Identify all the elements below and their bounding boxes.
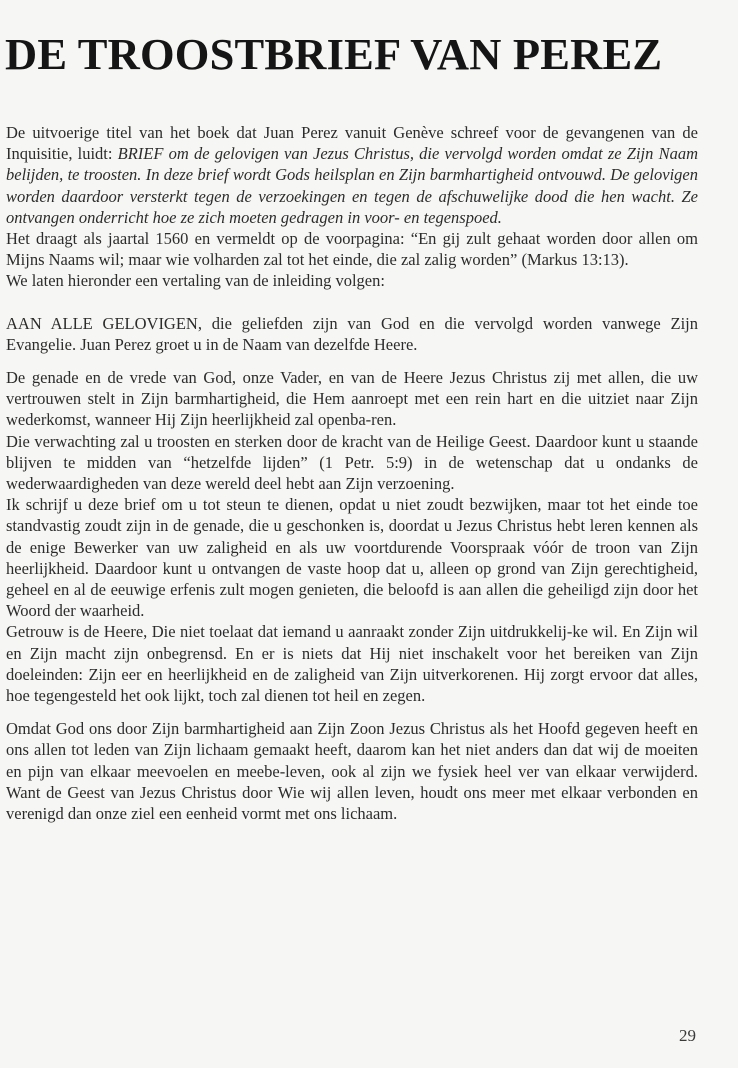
intro-text: De uitvoerige titel van het boek dat Juan Perez vanuit Genève schreef voor de gevangenen van de Inquisitie, luidt: bbox=[6, 123, 698, 164]
spacer bbox=[6, 292, 698, 313]
letter-paragraph-2: Die verwachting zal u troosten en sterken door de kracht van de Heilige Geest. Daardoor kunt u staande blijven te midden van “hetzelfde lijden” (1 Petr. 5:9) in de wetenschap dat u ondanks de wederwaardigheden van deze wereld deel hebt aan Zijn verzoening. bbox=[6, 431, 698, 494]
intro-paragraph-1 bbox=[6, 122, 698, 228]
intro-paragraph-3: We laten hieronder een vertaling van de inleiding volgen: bbox=[6, 271, 385, 291]
intro-paragraph-2: Het draagt als jaartal 1560 en vermeldt op de voorpagina: “En gij zult gehaat worden door allen om Mijns Naams wil; maar wie volharden zal tot het einde, die zal zalig worden” (Markus 13:13). bbox=[6, 229, 698, 270]
spacer bbox=[6, 355, 698, 367]
letter-salutation: AAN ALLE GELOVIGEN, die geliefden zijn van God en die vervolgd worden vanwege Zijn Evangelie. Juan Perez groet u in de Naam van dezelfde Heere. bbox=[6, 313, 698, 354]
spacer bbox=[6, 706, 698, 718]
letter-paragraph-5: Omdat God ons door Zijn barmhartigheid aan Zijn Zoon Jezus Christus als het Hoofd gegeven heeft en ons allen tot leden van Zijn lichaam gemaakt heeft, daarom kan het niet anders dan dat wij de moeiten en pijn van elkaar meevoelen en meebe-leven, ook al zijn we fysiek heel ver van elkaar verwijderd. Want de Geest van Jezus Christus door Wie wij allen leven, houdt ons meer met elkaar verbonden en verenigd dan onze ziel een eenheid vormt met ons lichaam. bbox=[6, 719, 698, 824]
body-text bbox=[6, 122, 698, 824]
page-title: DE TROOSTBRIEF VAN PEREZ bbox=[5, 29, 663, 79]
letter-paragraph-4: Getrouw is de Heere, Die niet toelaat dat iemand u aanraakt zonder Zijn uitdrukkelij-ke wil. En Zijn wil en Zijn macht zijn onbegrensd. En er is niets dat Hij niet inschakelt voor het bereiken van Zijn doeleinden: Zijn eer en heerlijkheid en de zaligheid van Zijn uitverkorenen. Hij zorgt ervoor dat alles, hoe tegengesteld het ook lijkt, toch zal dienen tot heil en zegen. bbox=[6, 622, 698, 706]
letter-paragraph-3: Ik schrijf u deze brief om u tot steun te dienen, opdat u niet zoudt bezwijken, maar tot het einde toe standvastig zoudt zijn in de genade, die u geschonken is, doordat u Jezus Christus hebt leren kennen als de enige Bewerker van uw zaligheid en als uw voortdurende Voorspraak vóór de troon van Zijn heerlijkheid. Daardoor kunt u ontvangen de vaste hoop dat u, alleen op grond van Zijn gerechtigheid, geheel en al de eeuwige erfenis zult mogen genieten, die beloofd is aan allen die geheiligd zijn door het Woord der waarheid. bbox=[6, 495, 698, 621]
page-number: 29 bbox=[679, 1026, 696, 1045]
book-full-title: BRIEF om de gelovigen van Jezus Christus, die vervolgd worden omdat ze Zijn Naam belijden, te troosten. In deze brief wordt Gods heilsplan en Zijn barmhartigheid ontvouwd. De gelovigen worden daardoor versterkt tegen de verzoekingen en tegen de afschuwelijke dood die hen wacht. Ze ontvangen onderricht hoe ze zich moeten gedragen in voor- en tegenspoed. bbox=[6, 144, 698, 227]
letter-paragraph-1: De genade en de vrede van God, onze Vader, en van de Heere Jezus Christus zij met allen, die uw vertrouwen stelt in Zijn barmhartigheid, die Hem aanroept met een rein hart en die uitziet naar Zijn wederkomst, wanneer Hij Zijn heerlijkheid zal openba-ren. bbox=[6, 368, 698, 430]
